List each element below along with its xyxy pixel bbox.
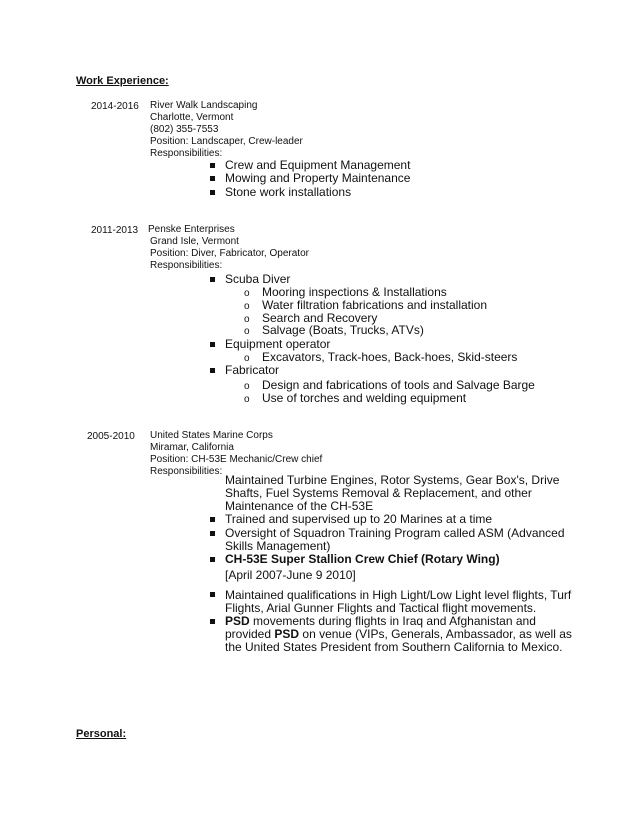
job-employer: United States Marine Corps [150,430,273,441]
list-item: Crew and Equipment Management [225,158,411,172]
bullet-square-icon [210,277,215,282]
bullet-square-icon [210,531,215,536]
bullet-circle-icon: o [244,381,250,392]
bullet-square-icon [210,163,215,168]
bullet-square-icon [210,517,215,522]
job-phone: (802) 355-7553 [150,124,219,135]
sub-list-item: Mooring inspections & Installations [262,285,447,299]
bullet-square-icon [210,190,215,195]
job-position: Position: Landscaper, Crew-leader [150,136,303,147]
sub-list-item: Design and fabrications of tools and Salvage Barge [262,378,535,392]
job-position: Position: CH-53E Mechanic/Crew chief [150,454,323,465]
bullet-circle-icon: o [244,301,250,312]
sub-list-item: Water filtration fabrications and installation [262,298,487,312]
list-item-continued: the United States President from Southern California to Mexico. [225,640,563,654]
job-position: Position: Diver, Fabricator, Operator [150,248,309,259]
list-item-continued: Flights, Arial Gunner Flights and Tactical flight movements. [225,601,537,615]
sub-list-item: Salvage (Boats, Trucks, ATVs) [262,323,424,337]
personal-heading: Personal: [76,728,127,740]
bullet-square-icon [210,176,215,181]
job-years: 2011-2013 [91,225,139,236]
bullet-circle-icon: o [244,288,250,299]
bullet-square-icon [210,557,215,562]
date-note: [April 2007-June 9 2010] [225,568,356,582]
intro-line: Maintained Turbine Engines, Rotor Systems, Gear Box's, Drive [225,473,560,487]
bullet-square-icon [210,368,215,373]
work-experience-heading: Work Experience: [76,75,169,87]
job-employer: Penske Enterprises [148,224,235,235]
job-responsibilities-label: Responsibilities: [150,148,223,159]
bullet-circle-icon: o [244,326,250,337]
psd-line1-text: movements during flights in Iraq and Afghanistan and [249,614,536,628]
intro-line: Maintenance of the CH-53E [225,499,374,513]
job-years: 2005-2010 [87,431,135,442]
psd-line2-text: on venue (VIPs, Generals, Ambassador, as well as [299,627,572,641]
list-item-highlight: CH-53E Super Stallion Crew Chief (Rotary Wing) [225,552,500,566]
job-location: Charlotte, Vermont [150,112,234,123]
job-employer: River Walk Landscaping [150,100,258,111]
bullet-square-icon [210,592,215,597]
sub-list-item: Use of torches and welding equipment [262,391,467,405]
bullet-circle-icon: o [244,314,250,325]
bullet-square-icon [210,619,215,624]
job-responsibilities-label: Responsibilities: [150,466,223,477]
list-item: Mowing and Property Maintenance [225,171,411,185]
bullet-circle-icon: o [244,353,250,364]
job-years: 2014-2016 [91,101,139,112]
job-location: Miramar, California [150,442,234,453]
list-item: Stone work installations [225,185,352,199]
bullet-circle-icon: o [244,394,250,405]
list-item: Fabricator [225,363,280,377]
job-responsibilities-label: Responsibilities: [150,260,223,271]
bullet-square-icon [210,342,215,347]
list-item: Equipment operator [225,337,331,351]
job-location: Grand Isle, Vermont [150,236,239,247]
list-item-continued: Skills Management) [225,539,331,553]
list-item: Maintained qualifications in High Light/Low Light level flights, Turf [225,588,572,602]
psd-label: PSD [225,614,250,628]
psd-line2-prefix: provided [225,627,275,641]
psd-label: PSD [274,627,300,641]
sub-list-item: Search and Recovery [262,311,378,325]
list-item: Trained and supervised up to 20 Marines at a time [225,512,493,526]
list-item: Scuba Diver [225,272,291,286]
sub-list-item: Excavators, Track-hoes, Back-hoes, Skid-steers [262,350,518,364]
list-item: Oversight of Squadron Training Program called ASM (Advanced [225,526,565,540]
intro-line: Shafts, Fuel Systems Removal & Replacement, and other [225,486,532,500]
